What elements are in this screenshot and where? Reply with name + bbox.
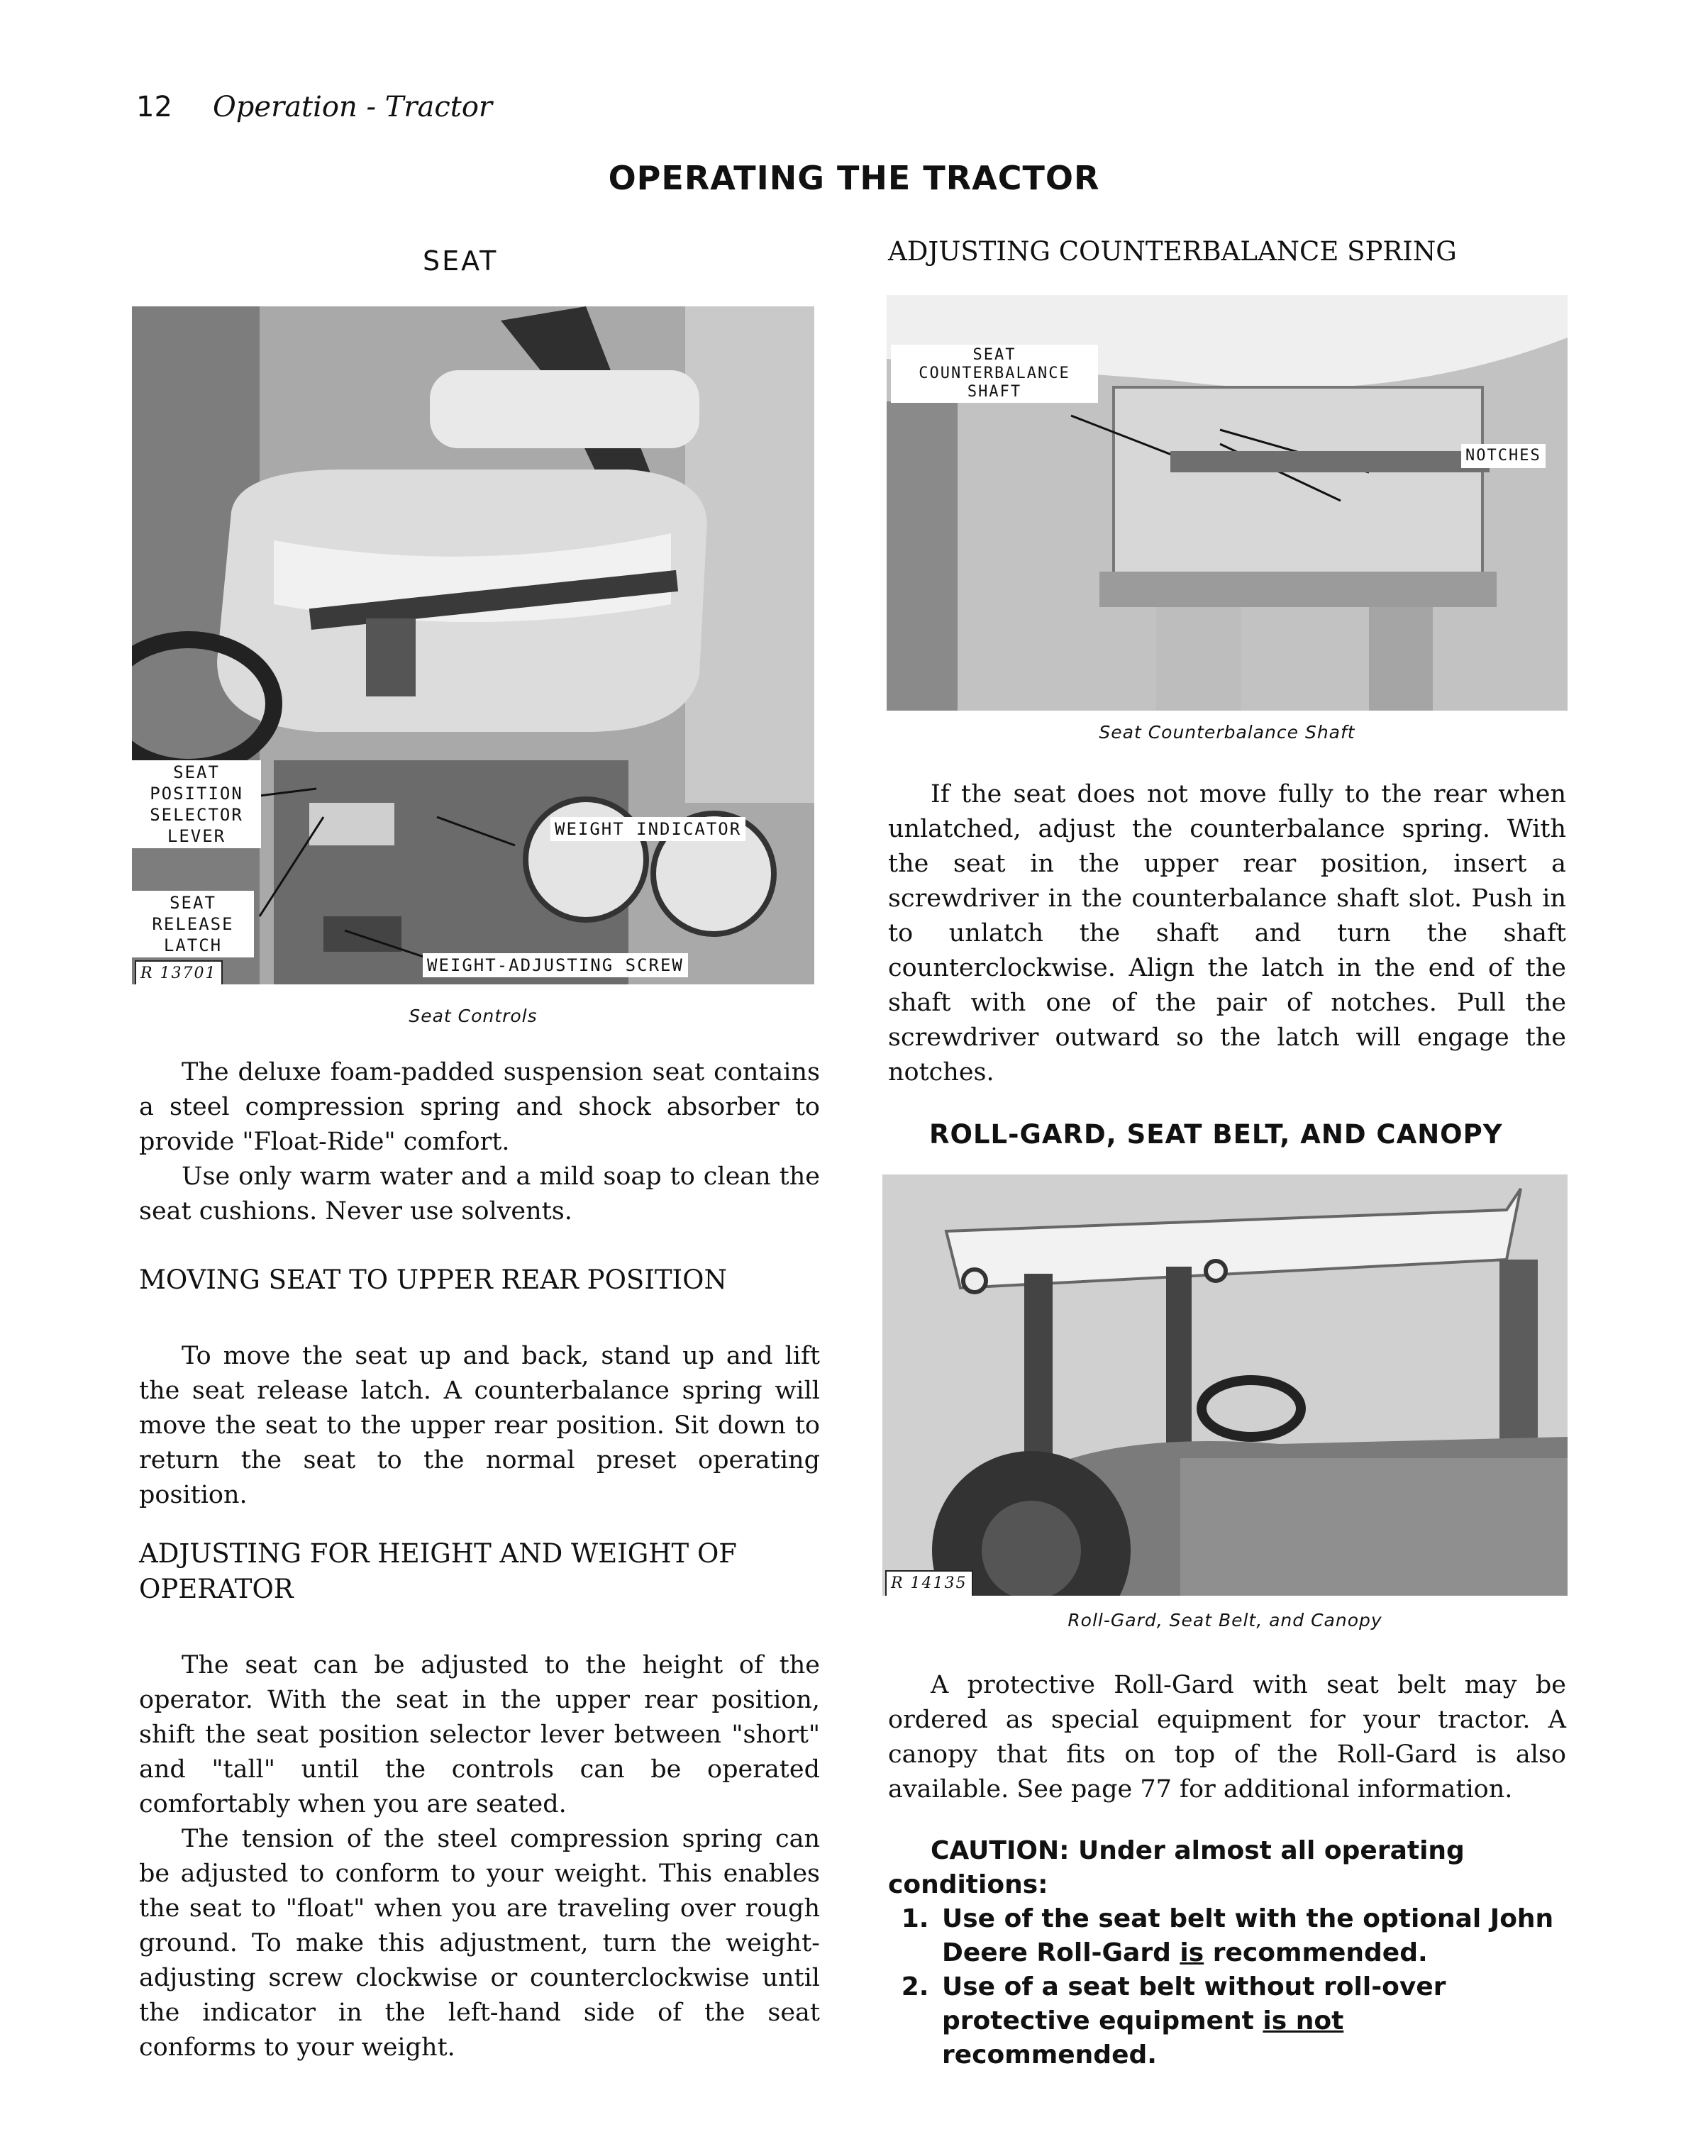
seat-controls-caption: Seat Controls — [409, 1006, 538, 1026]
figure-reference-number: R 14135 — [885, 1570, 973, 1596]
counterbalance-shaft-caption: Seat Counterbalance Shaft — [1099, 722, 1355, 743]
weight-indicator-callout: WEIGHT INDICATOR — [550, 817, 745, 841]
figure-reference-number: R 13701 — [135, 960, 223, 984]
rollgard-heading: ROLL-GARD, SEAT BELT, AND CANOPY — [929, 1119, 1503, 1150]
caution-intro: CAUTION: Under almost all operating conditions: — [888, 1836, 1465, 1899]
running-header: Operation - Tractor — [213, 91, 493, 123]
seat-heading: SEAT — [423, 245, 499, 277]
caution-notice — [888, 1834, 1566, 2072]
notches-callout: NOTCHES — [1461, 444, 1546, 468]
seat-controls-photo — [132, 306, 814, 984]
caution-item-2: 2. Use of a seat belt without roll-over protective equipment is not recommended. — [938, 1970, 1566, 2072]
seat-description: The deluxe foam-padded suspension seat contains a steel compression spring and shock absorber to provide "Float-Ride" comfort. Use only warm water and a mild soap to clean the seat cushions. Never use solvents. — [139, 1058, 820, 1226]
seat-counterbalance-shaft-callout: SEAT COUNTERBALANCE SHAFT — [891, 345, 1098, 403]
seat-position-selector-lever-callout: SEAT POSITION SELECTOR LEVER — [132, 760, 261, 848]
moving-seat-heading: MOVING SEAT TO UPPER REAR POSITION — [139, 1265, 727, 1295]
counterbalance-paragraph: If the seat does not move fully to the rear when unlatched, adjust the counterbalance spring. With the seat in the upper rear position, insert a screwdriver in the counterbalance shaft slot. Push in to unlatch the shaft and turn the shaft counterclockwise. Align the latch in the end of the shaft with one of the pair of notches. Pull the screwdriver outward so the latch will engage the notches. — [888, 780, 1566, 1087]
page-number: 12 — [136, 91, 172, 123]
rollgard-caption: Roll-Gard, Seat Belt, and Canopy — [1068, 1610, 1382, 1630]
weight-adjusting-screw-callout: WEIGHT-ADJUSTING SCREW — [423, 953, 688, 977]
adjusting-height-weight-paragraphs: The seat can be adjusted to the height of the operator. With the seat in the upper rear position, shift the seat position selector lever between "short" and "tall" until the controls can be operated comfortably when you are seated. The tension of the steel compression spring can be adjusted to conform to your weight. This enables the seat to "float" when you are traveling over rough ground. To make this adjustment, turn the weight-adjusting screw clockwise or counterclockwise until the indicator in the left-hand side of the seat conforms to your weight. — [139, 1651, 820, 2062]
caution-item-1: 1. Use of the seat belt with the optional John Deere Roll-Gard is recommended. — [938, 1902, 1566, 1970]
seat-release-latch-callout: SEAT RELEASE LATCH — [132, 891, 254, 957]
rollgard-paragraph: A protective Roll-Gard with seat belt may be ordered as special equipment for your tractor. A canopy that fits on top of the Roll-Gard is also available. See page 77 for additional information. — [888, 1671, 1566, 1804]
adjusting-height-weight-heading: ADJUSTING FOR HEIGHT AND WEIGHT OF OPERATOR — [139, 1538, 737, 1604]
counterbalance-shaft-photo — [887, 295, 1568, 711]
counterbalance-heading: ADJUSTING COUNTERBALANCE SPRING — [888, 236, 1457, 267]
moving-seat-paragraph: To move the seat up and back, stand up and lift the seat release latch. A counterbalance spring will move the seat to the upper rear position. Sit down to return the seat to the normal preset operating position. — [139, 1342, 820, 1509]
rollgard-tractor-photo — [882, 1174, 1568, 1596]
page-title: OPERATING THE TRACTOR — [608, 159, 1100, 197]
